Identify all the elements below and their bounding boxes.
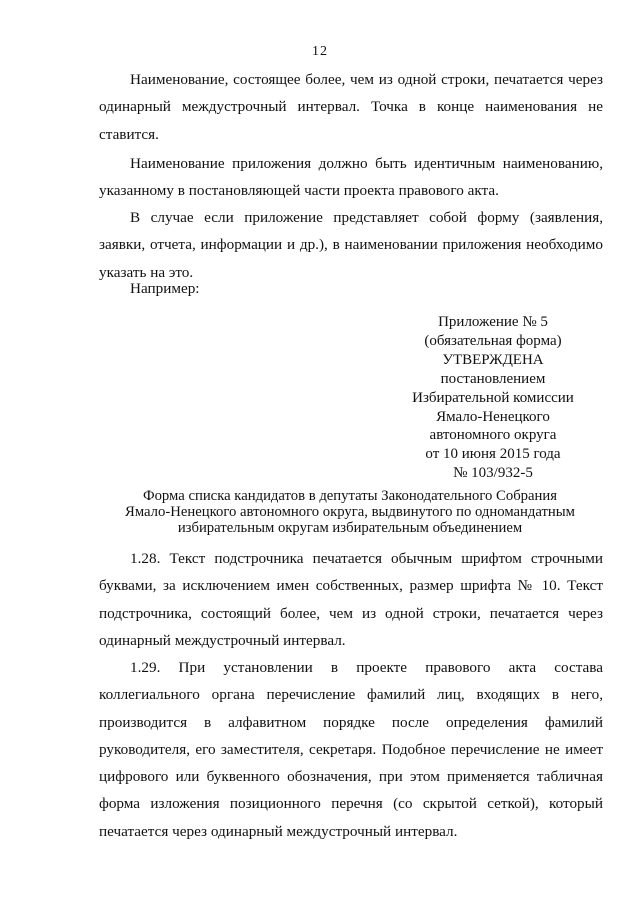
appendix-approved: УТВЕРЖДЕНА: [442, 351, 544, 368]
form-title-line: Форма списка кандидатов в депутаты Законодательного Собрания: [142, 488, 558, 504]
paragraph-title-spacing: Наименование, состоящее более, чем из одной строки, печатается через одинарный междустрочный интервал. Точка в конце наименования не ставится.: [99, 71, 603, 143]
appendix-number: Приложение № 5: [438, 314, 548, 330]
appendix-okrug: автономного округа: [429, 427, 557, 444]
appendix-commission: Избирательной комиссии: [412, 389, 574, 406]
page-number: 12: [312, 44, 328, 59]
appendix-date: от 10 июня 2015 года: [425, 446, 561, 463]
paragraph-1-28: 1.28. Текст подстрочника печатается обычным шрифтом строчными буквами, за исключением имен собственных, размер шрифта № 10. Текст подстрочника, состоящий более, чем из одной строки, печатается через одинарный междустрочный интервал.: [99, 550, 603, 649]
form-title-line: избирательным округам избирательным объединением: [177, 520, 523, 537]
appendix-resolution: постановлением: [440, 370, 546, 387]
appendix-region: Ямало-Ненецкого: [436, 408, 550, 425]
appendix-approval-block: [386, 313, 600, 483]
appendix-form-type: (обязательная форма): [424, 332, 562, 349]
appendix-doc-number: № 103/932-5: [453, 465, 533, 482]
paragraph-example-label: Например:: [130, 280, 200, 297]
form-title: [90, 488, 610, 537]
paragraph-1-29: 1.29. При установлении в проекте правового акта состава коллегиального органа перечисление фамилий лиц, входящих в него, производится в алфавитном порядке после определения фамилий руководителя, его заместителя, секретаря. Подобное перечисление не имеет цифрового или буквенного обозначения, при этом применяется табличная форма изложения позиционного перечня (со скрытой сеткой), который печатается через одинарный междустрочный интервал.: [99, 659, 603, 840]
paragraph-appendix-name: Наименование приложения должно быть идентичным наименованию, указанному в постановляющей части проекта правового акта.: [99, 155, 603, 200]
paragraph-appendix-form: В случае если приложение представляет собой форму (заявления, заявки, отчета, информации и др.), в наименовании приложения необходимо указать на это.: [99, 209, 603, 281]
form-title-line: Ямало-Ненецкого автономного округа, выдвинутого по одномандатным: [125, 504, 575, 521]
